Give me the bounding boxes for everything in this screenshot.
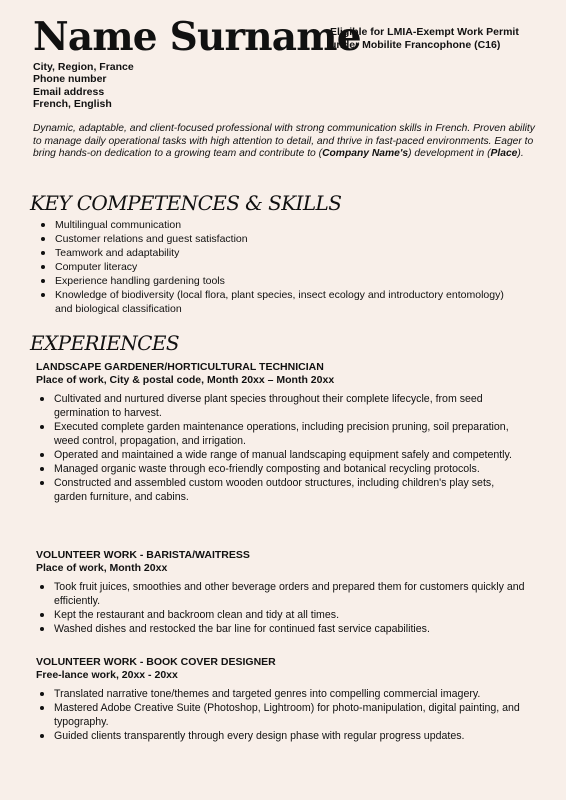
duty-item: Managed organic waste through eco-friendly composting and botanical recycling protocols. xyxy=(35,462,526,476)
summary-text-3: ). xyxy=(517,148,524,160)
contact-email: Email address xyxy=(33,85,105,98)
job-meta: Free-lance work, 20xx - 20xx xyxy=(36,668,178,681)
job-duties xyxy=(36,392,526,505)
job-duties xyxy=(36,580,526,636)
skill-item: Experience handling gardening tools xyxy=(35,274,505,288)
duty-item: Mastered Adobe Creative Suite (Photoshop, Lightroom) for photo-manipulation, digital painting, and typography. xyxy=(35,701,526,729)
contact-phone: Phone number xyxy=(33,73,107,86)
job-entry-landscape-gardener xyxy=(36,361,526,504)
job-entry-book-cover-designer xyxy=(36,656,526,743)
professional-summary xyxy=(33,123,538,161)
skills-heading: KEY COMPETENCES & SKILLS xyxy=(30,191,342,215)
duty-item: Translated narrative tone/themes and targeted genres into compelling commercial imagery. xyxy=(35,687,526,701)
job-title: VOLUNTEER WORK - BOOK COVER DESIGNER xyxy=(36,656,276,668)
skill-item: Customer relations and guest satisfaction xyxy=(35,232,505,246)
job-title: VOLUNTEER WORK - BARISTA/WAITRESS xyxy=(36,549,250,561)
skill-item: Computer literacy xyxy=(35,260,505,274)
summary-text-1: Dynamic, adaptable, and client-focused professional with strong communication skills in French. Proven ability to manage daily operational tasks with high attention to detail, and thrive in fast-paced environments. Eager to bring hands-on dedication to a growing team and contribute to ( xyxy=(33,123,535,160)
candidate-name: Name Surname xyxy=(33,14,361,60)
experiences-heading: EXPERIENCES xyxy=(30,331,179,355)
skill-item: Teamwork and adaptability xyxy=(35,246,505,260)
duty-item: Constructed and assembled custom wooden outdoor structures, including children's play sets, garden furniture, and cabins. xyxy=(35,476,526,504)
duty-item: Kept the restaurant and backroom clean and tidy at all times. xyxy=(35,608,526,622)
job-entry-barista xyxy=(36,549,526,636)
contact-location: City, Region, France xyxy=(33,61,134,73)
skills-list xyxy=(35,218,505,316)
summary-place: Place xyxy=(490,148,518,160)
summary-company: Company Name's xyxy=(322,148,409,160)
duty-item: Operated and maintained a wide range of manual landscaping equipment safely and competently. xyxy=(35,448,526,462)
summary-text-2: ) development in ( xyxy=(408,148,491,160)
skill-item: Multilingual communication xyxy=(35,218,505,232)
job-meta: Place of work, Month 20xx xyxy=(36,561,168,574)
duty-item: Washed dishes and restocked the bar line for continued fast service capabilities. xyxy=(35,622,526,636)
contact-details xyxy=(33,61,134,110)
skill-item: Knowledge of biodiversity (local flora, plant species, insect ecology and introductory entomology) and biological classification xyxy=(35,288,505,316)
contact-languages: French, English xyxy=(33,97,112,110)
duty-item: Took fruit juices, smoothies and other beverage orders and prepared them for customers quickly and efficiently. xyxy=(35,580,526,608)
job-meta: Place of work, City & postal code, Month 20xx – Month 20xx xyxy=(36,373,335,386)
job-duties xyxy=(36,687,526,743)
work-permit-eligibility: Eligible for LMIA-Exempt Work Permit under Mobilite Francophone (C16) xyxy=(330,26,519,51)
duty-item: Guided clients transparently through every design phase with regular progress updates. xyxy=(35,729,526,743)
job-title: LANDSCAPE GARDENER/HORTICULTURAL TECHNICIAN xyxy=(36,361,324,373)
duty-item: Cultivated and nurtured diverse plant species throughout their complete lifecycle, from seed germination to harvest. xyxy=(35,392,526,420)
duty-item: Executed complete garden maintenance operations, including precision pruning, soil preparation, weed control, propagation, and irrigation. xyxy=(35,420,526,448)
